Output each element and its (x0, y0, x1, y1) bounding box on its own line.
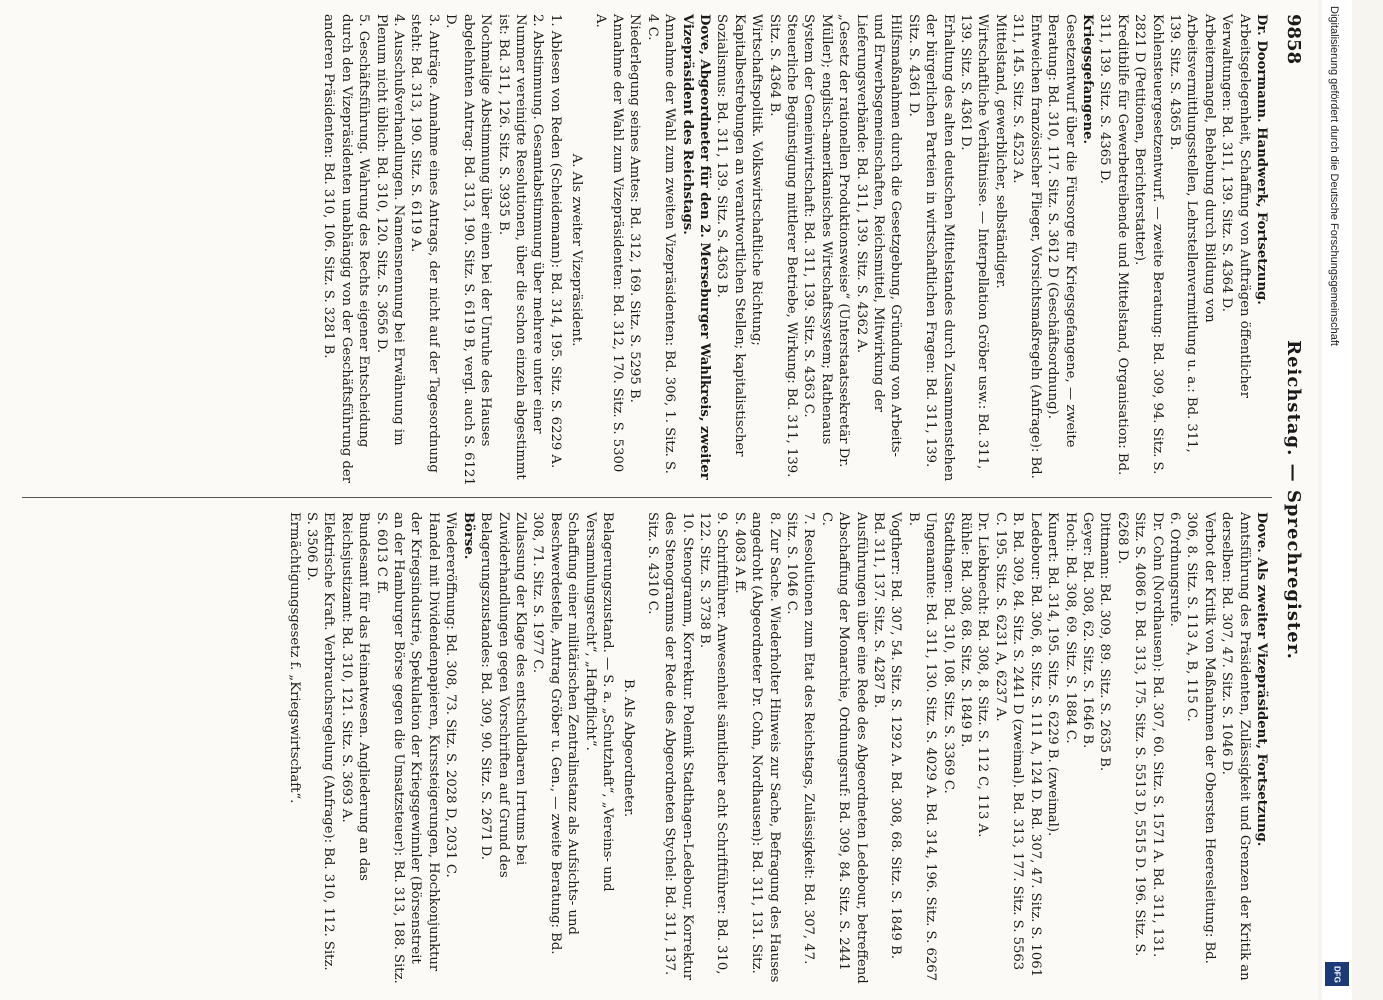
index-entry: 8. Zur Sache. Wiederholter Hinweis zur Sache, Befragung des Hauses angedroht (Abgeordneter Dr. Cohn, Nordhausen): Bd. 311, 131. Sitz. S. 4083 A ff. (731, 512, 782, 987)
index-entry: 6. Ordnungsrufe. (1166, 512, 1182, 627)
index-entry: 1. Ablesen von Reden (Scheidemann): Bd. 314, 195. Sitz. S. 6229 A. (547, 14, 563, 469)
page-header (1272, 14, 1310, 986)
dfg-logo-icon: DFG (1325, 962, 1349, 986)
index-entry: Dittmann: Bd. 309, 89. Sitz. S. 2635 B. (1097, 512, 1113, 772)
index-entry: Niederlegung seines Amtes: Bd. 312, 169. Sitz. S. 5295 B. (627, 14, 643, 403)
index-entry: Wirtschaftliche Verhältnisse. — Interpellation Gröber usw.: Bd. 311, 139. Sitz. S. 4361 D. (958, 14, 991, 474)
section-heading: B. Als Abgeordneter. (621, 678, 637, 818)
index-entry: Ermächtigungsgesetz f. „Kriegswirtschaft“. (286, 512, 302, 804)
index-entry: 10. Stenogramm, Korrektur. Polemik Stadthagen-Ledebour, Korrektur des Stenogramms der Rede des Abgeordneten Stychel: Bd. 311, 137. Sitz. S. 4310 C. (644, 512, 695, 985)
index-entry: Belagerungszustand. — S. a. „Schutzhaft“, „Vereins- und Versammlungsrecht“, „Haftpflicht“. (582, 512, 615, 896)
index-entry: Ausführungen über eine Rede des Abgeordneten Ledebour, betreffend Abschaffung der Monarchie, Ordnungsruf: Bd. 309, 84. Sitz. S. 2441 C. (818, 512, 869, 988)
left-column (320, 14, 1270, 490)
index-entry: Rühle: Bd. 308, 68. Sitz. S. 1849 B. (958, 512, 974, 748)
index-entry: Geyer: Bd. 308, 62. Sitz. S. 1646 B. (1079, 512, 1095, 749)
digitization-credit: Digitalisierung gefördert durch die Deutsche Forschungsgemeinschaft (1328, 6, 1340, 346)
index-entry: 2. Abstimmung. Gesamtabstimmung über mehrere unter einer Nummer vereinigte Resolutionen, über die schon einzeln abgestimmt ist: Bd. 311, 126. Sitz. S. 3935 B. (495, 14, 546, 484)
column-divider (22, 497, 1272, 498)
index-entry: Vogtherr: Bd. 307, 54. Sitz. S. 1292 A. Bd. 308, 68. Sitz. S. 1849 B. Bd. 311, 137. Sitz. S. 4287 B. (871, 512, 904, 964)
index-entry: Kunert: Bd. 314, 195. Sitz. S. 6229 B. (zweimal). (1045, 512, 1061, 837)
index-entry: Entweichen französischer Flieger, Vorsichtsmaßregeln (Anfrage): Bd. 311, 145. Sitz. S. 4523 A. (1010, 14, 1043, 484)
index-entry: Steuerliche Begünstigung mittlerer Betriebe, Wirkung: Bd. 311, 139. Sitz. S. 4364 B. (766, 14, 800, 482)
index-entry: Kreditbilfe für Gewerbetreibende und Mittelstand, Organisation: Bd. 311, 139. Sitz. S. 4365 D. (1097, 14, 1130, 480)
index-entry: „Gesetz der rationellen Produktionsweise“ (Unterstaatssekretär Dr. Müller); englisch-amerikanisches Wirtschaftssystem; Rathenaus System der Gemeinwirtschaft: Bd. 311, 139. Sitz. S. 4363 C. (801, 14, 852, 472)
index-entry: Kohlensteuergesetzentwurf. — zweite Beratung: Bd. 309, 94. Sitz. S. 2821 D (Petitionen, Berichterstatter). (1132, 14, 1165, 479)
index-entry: 4. Ausschußverhandlungen. Namensnennung bei Erwähnung im Plenum nicht üblich: Bd. 310, 120. Sitz. S. 3656 D. (373, 14, 407, 450)
index-entry: Wiedereröffnung: Bd. 308, 73. Sitz. S. 2028 D, 2031 C. (443, 512, 459, 878)
index-entry: Arbeitsgelegenheit, Schaffung von Aufträgen öffentlicher Verwaltungen: Bd. 311, 139. Sitz. S. 4364 D. (1219, 14, 1252, 403)
index-entry: Stadthagen: Bd. 310, 108. Sitz. S. 3369 C. (940, 512, 956, 794)
index-entry: Zulassung der Klage des entschuldbaren Irrtums bei Zuwiderhandlungen gegen Vorschriften auf Grund des Belagerungszustandes: Bd. 309, 90. Sitz. S. 2671 D. (478, 512, 528, 882)
index-entry: 9. Schriftführer. Anwesenheit sämtlicher acht Schriftführer: Bd. 310, 122. Sitz. S. 3738 B. (697, 512, 730, 979)
index-entry: Hilfsmaßnahmen durch die Gesetzgebung, Gründung von Arbeits- und Erwerbsgemeinschaften, Reichsmittel, Mitwirkung der Lieferungsverbände: Bd. 311, 139. Sitz. S. 4362 A. (853, 14, 904, 462)
index-entry: Schaffung einer militärischen Zentralinstanz als Aufsichts- und Beschwerdestelle, Antrag Gröber u. Gen., — zweite Beratung: Bd. 308, 71. Sitz. S. 1977 C. (530, 512, 581, 959)
index-entry: Dr. Doormann. Handwerk, Fortsetzung. (1254, 14, 1269, 305)
index-entry: Dove, Abgeordneter für den 2. Merseburger Wahlkreis, zweiter Vizepräsident des Reichstags. (679, 14, 712, 485)
index-entry: Arbeitermangel, Behebung durch Bildung von Arbeitsvermittlungsstellen, Lehrstellenvermittlung u. a.: Bd. 311, 139. Sitz. S. 4365 B. (1166, 14, 1217, 457)
index-entry: Ledebour: Bd. 306, 8. Sitz. S. 111 A, 124 D. Bd. 307, 47. Sitz. S. 1061 B. Bd. 309, 84. Sitz. S. 2441 D (zweimal). Bd. 313, 177. Sitz. S. 5563 C. 195. Sitz. S. 6231 A, 6237 A. (992, 512, 1043, 982)
running-head: Reichstag. — Sprechregister. (1283, 340, 1304, 660)
section-heading: A. Als zweiter Vizepräsident. (569, 153, 585, 347)
index-entry: Wirtschaftspolitik. Volkswirtschaftliche Richtung; Kapitalbestrebungen an verantwortlichen Stellen; kapitalistischer Sozialismus: Bd. 311, 139. Sitz. S. 4363 B. (714, 14, 765, 461)
index-entry: Erhaltung des alten deutschen Mittelstandes durch Zusammenstehen der bürgerlichen Parteien in wirtschaftlichen Fragen: Bd. 311, 139. Sitz. S. 4361 D. (905, 14, 956, 486)
index-entry: Hoch: Bd. 308, 69. Sitz. S. 1884 C. (1062, 512, 1078, 744)
index-entry: Dove. Als zweiter Vizepräsident, Fortsetzung. (1254, 512, 1269, 847)
index-entry: 7. Resolutionen zum Etat des Reichstags, Zulässigkeit: Bd. 307, 47. Sitz. S. 1046 C. (784, 512, 817, 969)
index-entry: 5. Geschäftsführung. Wahrung des Rechts eigener Entscheidung durch den Vizepräsidenten unabhängig von der Geschäftsführung der anderen Präsidenten: Bd. 310, 106. Sitz. S. 3281 B. (321, 14, 372, 488)
index-entry: Amtsführung des Präsidenten, Zulässigkeit und Grenzen der Kritik an derselben: Bd. 307, 47. Sitz. S. 1046 D. (1219, 512, 1252, 985)
index-entry: Ungenannte: Bd. 311, 130. Sitz. S. 4029 A. Bd. 314, 196. Sitz. S. 6267 B. (905, 512, 939, 986)
index-entry: Dr. Cohn (Nordhausen): Bd. 307, 60. Sitz. S. 1571 A. Bd. 311, 131. Sitz. S. 4086 D. Bd. 313, 175. Sitz. S. 5513 D, 5515 D. 196. Sitz. S. 6268 D. (1114, 512, 1165, 962)
index-entry: Börse. (460, 512, 476, 560)
right-column (285, 512, 1270, 988)
index-entry: Verbot der Kritik von Maßnahmen der Obersten Heeresleitung: Bd. 306, 8. Sitz. S. 113 A, B, 115 C. (1184, 512, 1217, 968)
page-number: 9858 (1283, 14, 1304, 65)
index-entry: Bundesamt für das Heimatwesen. Angliederung an das Reichsjustizamt: Bd. 310, 121. Sitz. S. 3693 A. (338, 512, 372, 886)
index-entry: Elektrische Kraft. Verbrauchsregelung (Anfrage): Bd. 310, 112. Sitz. S. 3506 D. (304, 512, 337, 975)
index-entry: 3. Anträge. Annahme eines Antrags, der nicht auf der Tagesordnung steht: Bd. 313, 190. Sitz. S. 6119 A. (408, 14, 441, 478)
index-entry: Kriegsgefangene. (1079, 14, 1095, 145)
index-entry: Dr. Liebknecht: Bd. 308, 8. Sitz. S. 112 C, 113 A. (975, 512, 991, 838)
index-entry: Annahme der Wahl zum Vizepräsidenten: Bd. 312, 170. Sitz. S. 5300 A. (592, 14, 625, 477)
index-entry: Annahme der Wahl zum zweiten Vizepräsidenten: Bd. 306, 1. Sitz. S. 4 C. (644, 14, 678, 478)
index-entry: Mittelstand, gewerblicher, selbständiger. (992, 14, 1008, 289)
index-entry: Gesetzentwurf über die Fürsorge für Kriegsgefangene, — zweite Beratung: Bd. 310, 117. Sitz. S. 3612 D (Geschäftsordnung). (1045, 14, 1078, 452)
index-entry: Nochmalige Abstimmung über einen bei der Unruhe des Hauses abgelehnten Antrag: Bd. 313, 190. Sitz. S. 6119 B, vergl. auch S. 6121 D. (443, 14, 494, 490)
index-entry: Handel mit Dividendenpapieren, Kurssteigerungen, Hochkonjunktur der Kriegsindustrie, Spekulation der Kriegsgewinnler (Börsenstreit an der Hamburger Börse gegen die Umsatzsteuer): Bd. 313, 188. Sitz. S. 6013 C ff. (373, 512, 441, 988)
